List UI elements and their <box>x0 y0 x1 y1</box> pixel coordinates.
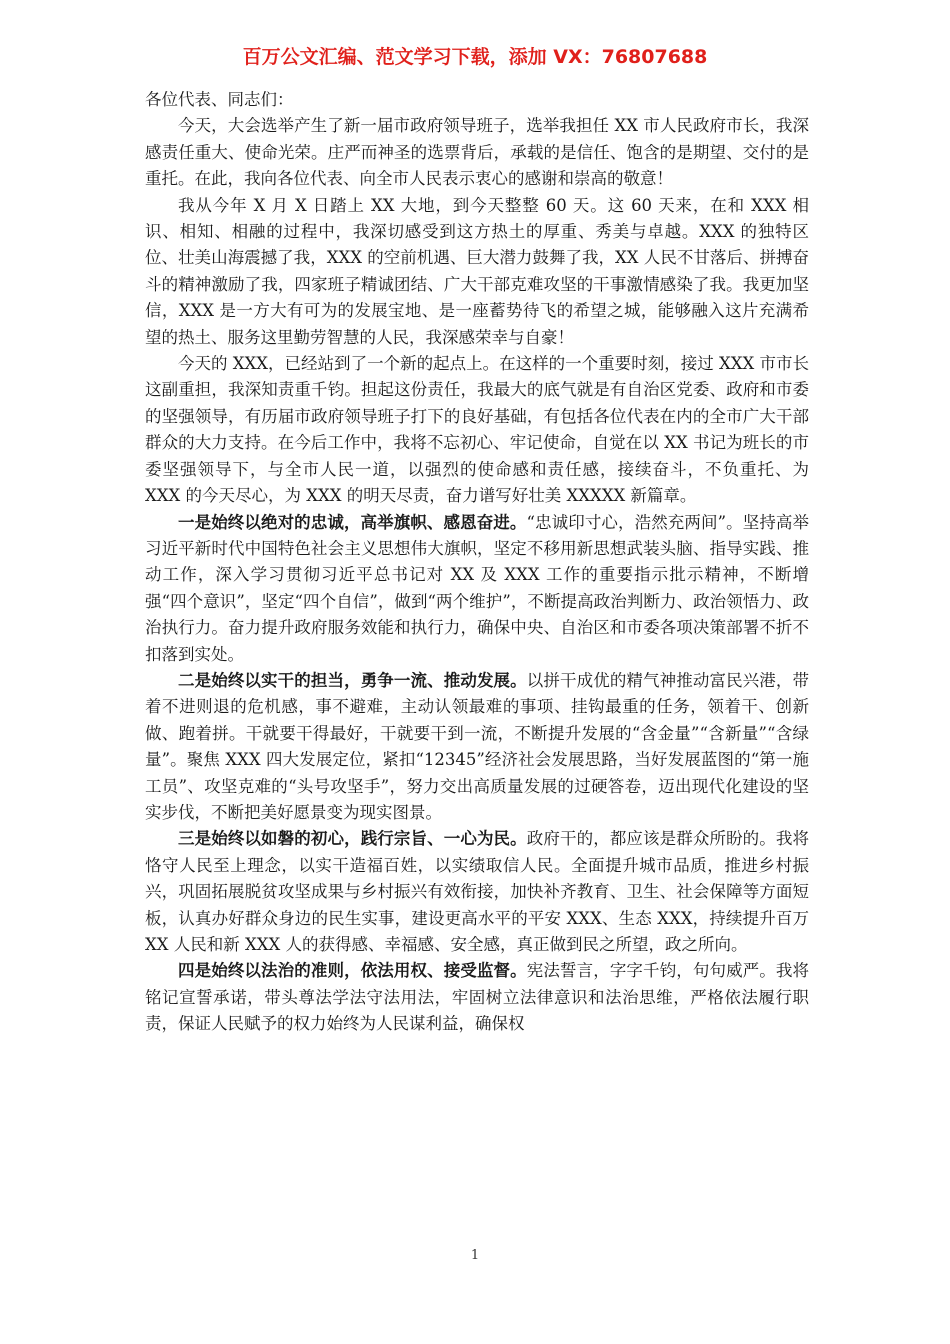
paragraph-7-text: 宪法誓言，字字千钧，句句威严。我将铭记宣誓承诺，带头尊法学法守法用法，牢固树立法律意识和法治思维，严格依法履行职责，保证人民赋予的权力始终为人民谋利益，确保权 <box>145 961 810 1034</box>
paragraph-3-text: 今天的 XXX，已经站到了一个新的起点上。在这样的一个重要时刻，接过 XXX 市市长这副重担，我深知责重千钧。担起这份责任，我最大的底气就是有自治区党委、政府和市委的坚强领导，有历届市政府领导班子打下的良好基础，有包括各位代表在内的全市广大干部群众的大力支持。在今后工作中，我将不忘初心、牢记使命，自觉在以 XX 书记为班长的市委坚强领导下，与全市人民一道，以强烈的使命感和责任感，接续奋斗，不负重托、为 XXX 的今天尽心，为 XXX 的明天尽责，奋力谱写好壮美 XXXXX 新篇章。 <box>145 354 809 506</box>
paragraph-5-lead: 二是始终以实干的担当，勇争一流、推动发展。 <box>178 670 527 690</box>
paragraph-4 <box>145 510 809 668</box>
paragraph-4-lead: 一是始终以绝对的忠诚，高举旗帜、感恩奋进。 <box>178 512 527 532</box>
paragraph-3 <box>145 351 809 509</box>
paragraph-5-text: 以拼干成优的精气神推动富民兴港，带着不进则退的危机感，事不避难，主动认领最难的事项、挂钩最重的任务，领着干、创新做、跑着拼。干就要干得最好，干就要干到一流，不断提升发展的“含金量”“含新量”“含绿量”。聚焦 XXX 四大发展定位，紧扣“12345”经济社会发展思路，当好发展蓝图的“第一施工员”、攻坚克难的“头号攻坚手”，努力交出高质量发展的过硬答卷，迈出现代化建设的坚实步伐，不断把美好愿景变为现实图景。 <box>145 670 810 822</box>
paragraph-1-text: 今天，大会选举产生了新一届市政府领导班子，选举我担任 XX 市人民政府市长，我深感责任重大、使命光荣。庄严而神圣的选票背后，承载的是信任、饱含的是期望、交付的是重托。在此，我向各位代表、向全市人民表示衷心的感谢和崇高的敬意！ <box>145 116 809 189</box>
paragraph-4-text: “忠诚印寸心，浩然充两间”。坚持高举习近平新时代中国特色社会主义思想伟大旗帜，坚定不移用新思想武装头脑、指导实践、推动工作，深入学习贯彻习近平总书记对 XX 及 XXX 工作的重要指示批示精神，不断增强“四个意识”，坚定“四个自信”，做到“两个维护”，不断提高政治判断力、政治领悟力、政治执行力。奋力提升政府服务效能和执行力，确保中央、自治区和市委各项决策部署不折不扣落到实处。 <box>145 512 810 664</box>
document-body <box>145 87 809 1038</box>
paragraph-7-lead: 四是始终以法治的准则，依法用权、接受监督。 <box>178 961 527 981</box>
paragraph-1 <box>145 113 809 192</box>
page-number: 1 <box>470 1248 480 1263</box>
paragraph-6 <box>145 826 809 958</box>
paragraph-2-text: 我从今年 X 月 X 日踏上 XX 大地，到今天整整 60 天。这 60 天来，在和 XXX 相识、相知、相融的过程中，我深切感受到这方热土的厚重、秀美与卓越。XXX 的独特区位、壮美山海震撼了我，XXX 的空前机遇、巨大潜力鼓舞了我，XX 人民不甘落后、拼搏奋斗的精神激励了我，四家班子精诚团结、广大干部克难攻坚的干事激情感染了我。我更加坚信，XXX 是一方大有可为的发展宝地、是一座蓄势待飞的希望之城，能够融入这片充满希望的热土、服务这里勤劳智慧的人民，我深感荣幸与自豪！ <box>145 195 809 347</box>
download-banner: 百万公文汇编、范文学习下载，添加 VX：76807688 <box>242 46 708 68</box>
salutation: 各位代表、同志们： <box>145 90 294 109</box>
paragraph-7 <box>145 958 809 1037</box>
paragraph-6-text: 政府干的，都应该是群众所盼的。我将恪守人民至上理念，以实干造福百姓，以实绩取信人民。全面提升城市品质，推进乡村振兴，巩固拓展脱贫攻坚成果与乡村振兴有效衔接，加快补齐教育、卫生、社会保障等方面短板，认真办好群众身边的民生实事，建设更高水平的平安 XXX、生态 XXX，持续提升百万 XX 人民和新 XXX 人的获得感、幸福感、安全感，真正做到民之所望，政之所向。 <box>145 829 810 954</box>
paragraph-5 <box>145 668 809 826</box>
paragraph-2 <box>145 193 809 351</box>
paragraph-6-lead: 三是始终以如磐的初心，践行宗旨、一心为民。 <box>178 829 527 849</box>
